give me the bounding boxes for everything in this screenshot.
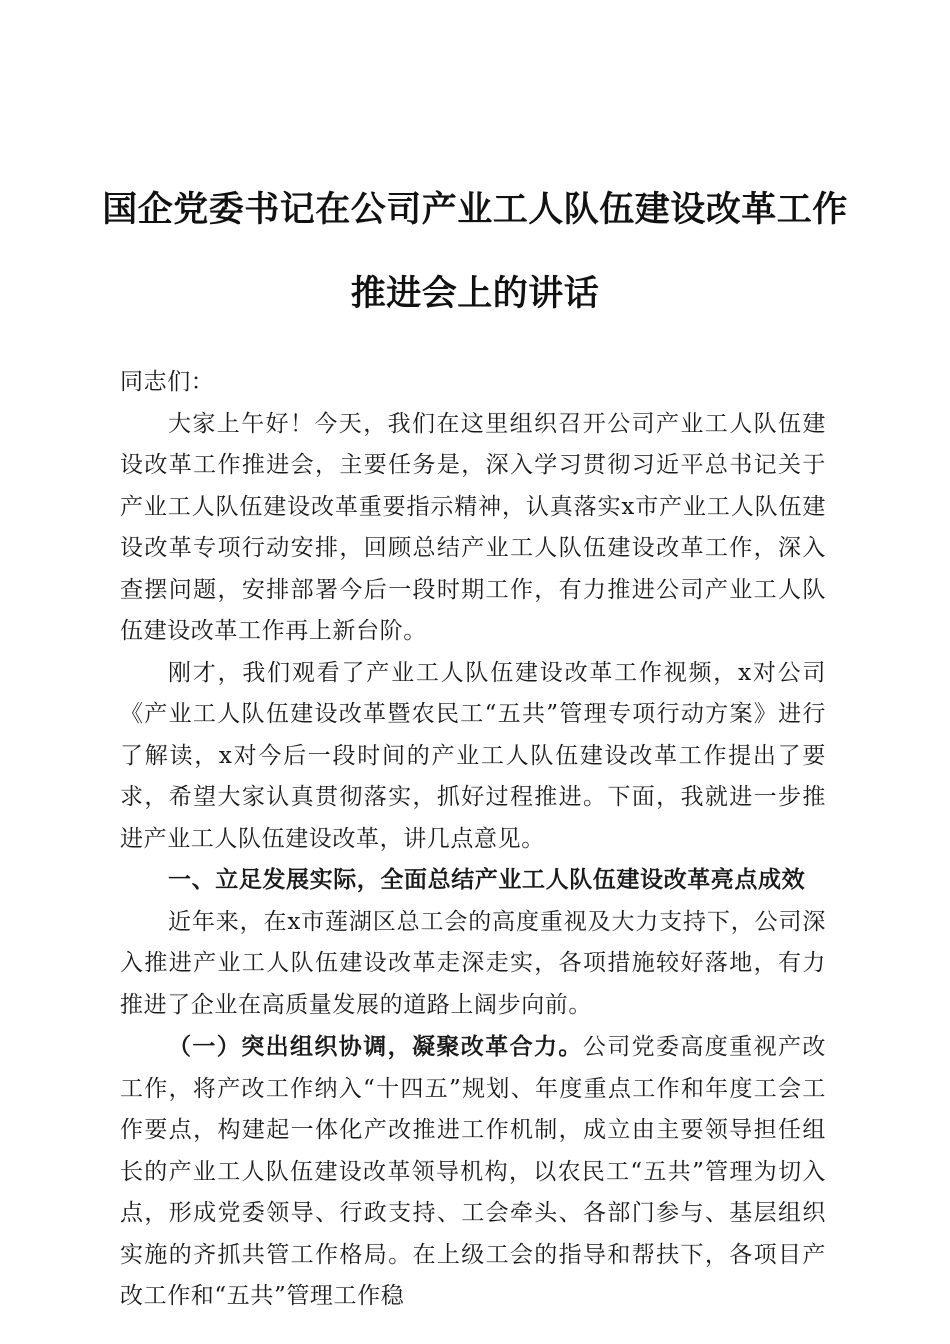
salutation: 同志们： [120, 369, 215, 395]
document-body [120, 362, 826, 1318]
paragraph-opening: 大家上午好！今天，我们在这里组织召开公司产业工人队伍建设改革工作推进会，主要任务是，深入学习贯彻习近平总书记关于产业工人队伍建设改革重要指示精神，认真落实x市产业工人队伍建设改革专项行动安排，回顾总结产业工人队伍建设改革工作，深入查摆问题，安排部署今后一段时期工作，有力推进公司产业工人队伍建设改革工作再上新台阶。 [120, 410, 826, 644]
paragraph-section1: 近年来，在x市莲湖区总工会的高度重视及大力支持下，公司深入推进产业工人队伍建设改革走深走实，各项措施较好落地，有力推进了企业在高质量发展的道路上阔步向前。 [120, 908, 826, 1018]
subsection-text-1: 公司党委高度重视产改工作，将产改工作纳入“十四五”规划、年度重点工作和年度工会工作要点，构建起一体化产改推进工作机制，成立由主要领导担任组长的产业工人队伍建设改革领导机构，以农民工“五共”管理为切入点，形成党委领导、行政支持、工会牵头、各部门参与、基层组织实施的齐抓共管工作格局。在上级工会的指导和帮扶下，各项目产改工作和“五共”管理工作稳 [120, 1034, 827, 1309]
section-heading-1: 一、立足发展实际，全面总结产业工人队伍建设改革亮点成效 [168, 867, 806, 893]
paragraph-review: 刚才，我们观看了产业工人队伍建设改革工作视频，x对公司《产业工人队伍建设改革暨农民工“五共”管理专项行动方案》进行了解读，x对今后一段时间的产业工人队伍建设改革工作提出了要求，希望大家认真贯彻落实，抓好过程推进。下面，我就进一步推进产业工人队伍建设改革，讲几点意见。 [120, 659, 826, 852]
paragraph-subsection1 [120, 1026, 826, 1318]
subsection-heading-1: （一）突出组织协调，凝聚改革合力。 [168, 1033, 583, 1060]
document-title: 国企党委书记在公司产业工人队伍建设改革工作推进会上的讲话 [102, 189, 848, 314]
